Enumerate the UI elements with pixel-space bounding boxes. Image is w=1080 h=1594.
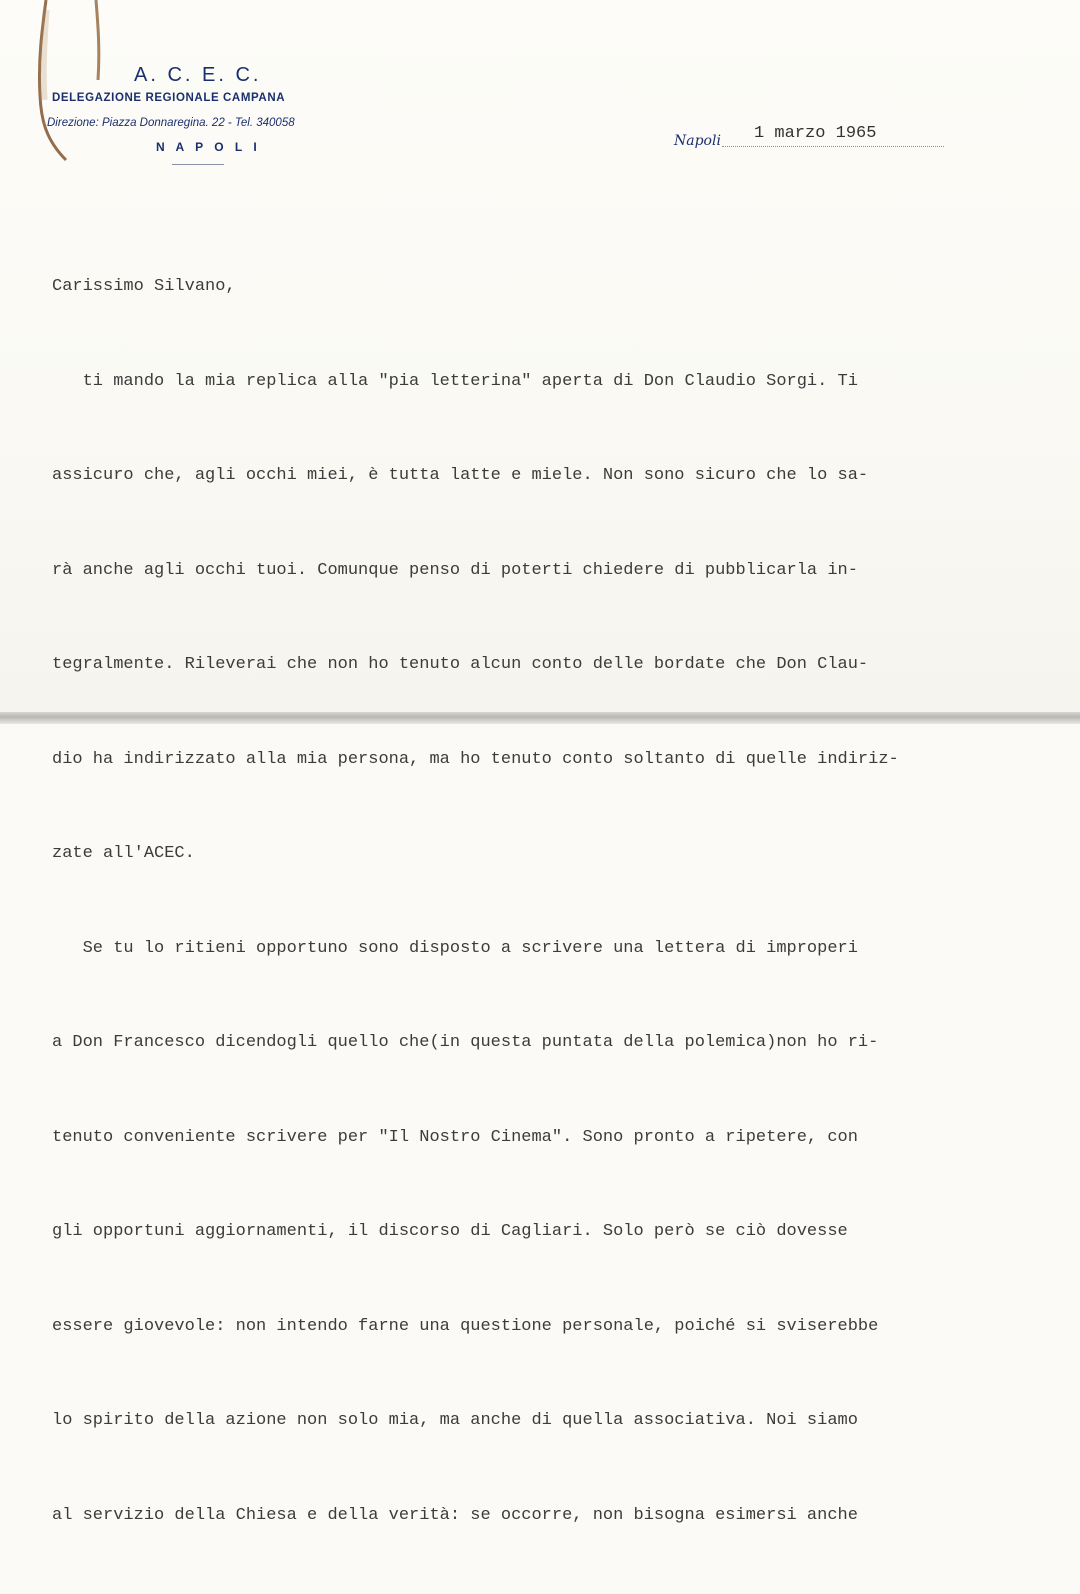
letterhead-org: A. C. E. C.	[134, 64, 262, 86]
letter-line: rà anche agli occhi tuoi. Comunque penso di poterti chiedere di pubblicarla in-	[52, 560, 858, 580]
letterhead-rule	[172, 164, 224, 165]
dateline-date: 1 marzo 1965	[754, 124, 877, 143]
letterhead-address: Direzione: Piazza Donnaregina. 22 - Tel. 340058	[47, 117, 295, 129]
letter-line: ti mando la mia replica alla "pia letterina" aperta di Don Claudio Sorgi. Ti	[52, 371, 858, 391]
rust-stain	[28, 0, 108, 165]
letterhead-city: N A P O L I	[156, 140, 261, 154]
letter-line: Carissimo Silvano,	[52, 277, 236, 296]
letter-line: essere giovevole: non intendo farne una questione personale, poiché si sviserebbe	[52, 1316, 879, 1336]
page-bottom-edge	[0, 712, 1080, 724]
letter-line: a Don Francesco dicendogli quello che(in questa puntata della polemica)non ho ri-	[52, 1033, 879, 1052]
dateline-dotted-line	[722, 146, 944, 147]
letter-line: assicuro che, agli occhi miei, è tutta latte e miele. Non sono sicuro che lo sa-	[52, 466, 869, 485]
dateline-place: Napoli	[674, 133, 721, 149]
letterhead-delegation: DELEGAZIONE REGIONALE CAMPANA	[52, 92, 286, 104]
letter-line: tegralmente. Rileverai che non ho tenuto alcun conto delle bordate che Don Clau-	[52, 655, 869, 674]
letter-line: zate all'ACEC.	[52, 844, 195, 863]
letter-line: gli opportuni aggiornamenti, il discorso di Cagliari. Solo però se ciò dovesse	[52, 1222, 848, 1241]
letter-line: lo spirito della azione non solo mia, ma anche di quella associativa. Noi siamo	[52, 1411, 858, 1430]
letter-line: dio ha indirizzato alla mia persona, ma ho tenuto conto soltanto di quelle indiriz-	[52, 749, 899, 769]
letter-line: al servizio della Chiesa e della verità: se occorre, non bisogna esimersi anche	[52, 1505, 858, 1525]
letter-body	[52, 208, 1062, 1594]
letter-line: tenuto conveniente scrivere per "Il Nostro Cinema". Sono pronto a ripetere, con	[52, 1127, 858, 1147]
letter-line: Se tu lo ritieni opportuno sono disposto a scrivere una lettera di improperi	[52, 938, 858, 958]
